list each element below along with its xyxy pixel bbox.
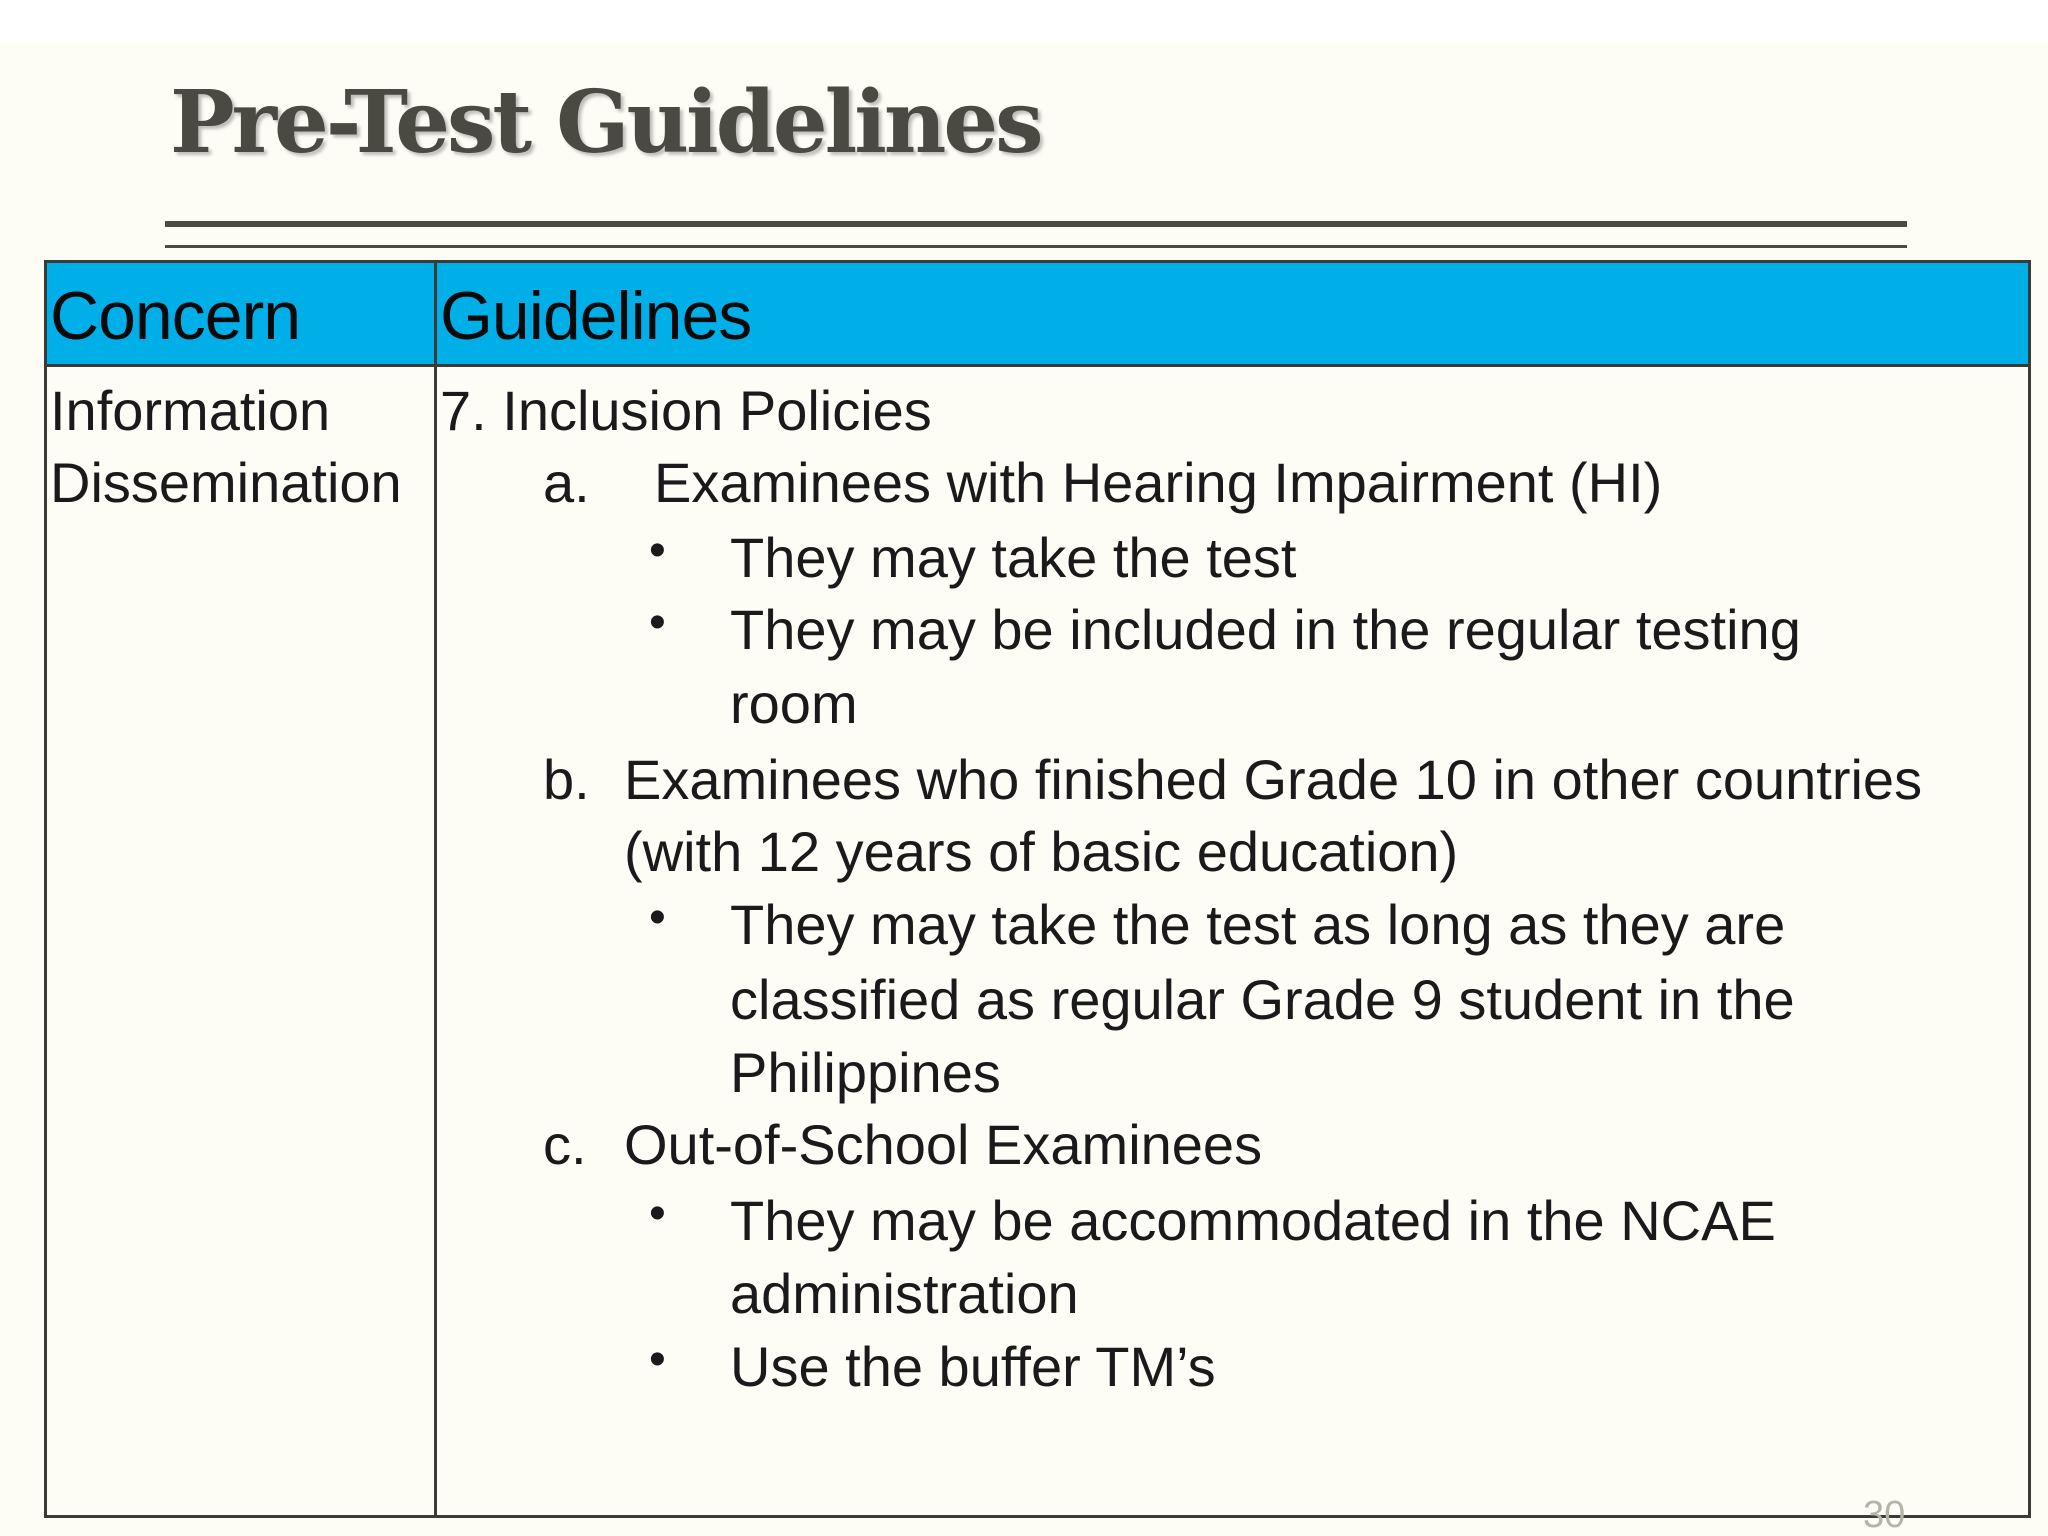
concern-header: Concern [50,278,301,354]
item-a-text: Examinees with Hearing Impairment (HI) [654,451,1663,514]
page-number: 30 [1863,1494,1906,1536]
item-b-bullet-1-line-1: They may take the test as long as they are [730,893,1786,956]
item-a-bullet-1: They may take the test [730,526,1297,589]
concern-cell [50,375,402,519]
title-rule-thin [165,245,1907,248]
guidelines-table [44,260,2031,1518]
bullet-icon: • [649,1187,666,1240]
bullet-icon: • [649,596,666,649]
table-header-row [47,263,2028,367]
title-rule-thick [165,221,1907,227]
item-b-marker: b. [543,748,590,811]
slide-title: Pre-Test Guidelines [170,72,1041,173]
concern-line: Information [50,379,331,442]
item-a-bullet-2-line-2: room [730,672,858,735]
item-b-text-line-1: Examinees who finished Grade 10 in other countries [624,748,1923,811]
bullet-icon: • [649,1333,666,1386]
guidelines-header: Guidelines [440,278,752,354]
item-a-bullet-2-line-1: They may be included in the regular testing [730,598,1801,661]
item-b-bullet-1-line-2: classified as regular Grade 9 student in the [730,968,1795,1031]
bullet-icon: • [649,524,666,577]
item-b-bullet-1-line-3: Philippines [730,1041,1001,1104]
item-c-bullet-1-line-2: administration [730,1262,1079,1325]
concern-line: Dissemination [50,451,402,514]
bullet-icon: • [649,891,666,944]
item-c-marker: c. [543,1113,587,1176]
item-c-text: Out-of-School Examinees [624,1113,1263,1176]
item-c-bullet-2: Use the buffer TM’s [730,1335,1216,1398]
top-band [0,0,2048,42]
column-divider [434,263,437,1515]
section-heading: 7. Inclusion Policies [440,379,932,442]
item-b-text-line-2: (with 12 years of basic education) [624,820,1459,883]
item-c-bullet-1-line-1: They may be accommodated in the NCAE [730,1189,1776,1252]
item-a-marker: a. [543,451,590,514]
